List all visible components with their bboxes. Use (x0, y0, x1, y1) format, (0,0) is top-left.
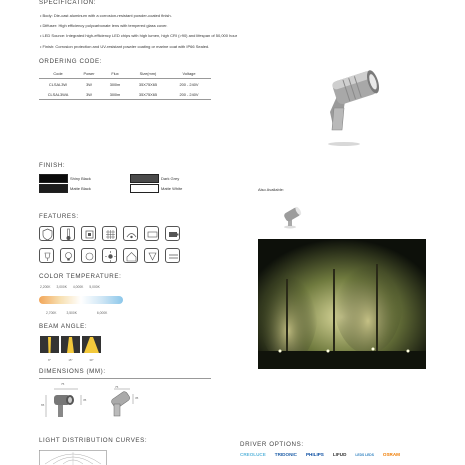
dimension-height-label: 35 (135, 396, 139, 400)
color-temperature-label: 3,000K (56, 285, 67, 289)
table-cell: 3W (86, 91, 92, 97)
spec-item: • Diffuser: High efficiency polycarbonate lens with tempered glass cover. (40, 21, 237, 31)
dimensions-heading: DIMENSIONS (MM): (39, 368, 106, 375)
finish-swatch (130, 184, 159, 193)
finish-option (39, 174, 179, 183)
table-cell: 35X75X65 (138, 81, 158, 87)
table-row (39, 89, 211, 100)
brand-logo-leds: LEDS LEDS (355, 452, 374, 457)
light-distribution-curve-diagram (39, 450, 107, 465)
sun-icon (102, 248, 117, 263)
brand-logo-creoluce: CREOLUCE (240, 452, 266, 457)
color-temperature-label: 3,500K (66, 311, 77, 315)
spec-item: • Finish: Corrosion protection and UV-resistant powder coating or marine coat with IP66 Sealed. (40, 42, 237, 52)
color-temperature-top-labels (40, 285, 100, 289)
lamp-icon (39, 248, 54, 263)
features-heading: FEATURES: (39, 213, 79, 220)
dimension-drawing-side (104, 384, 144, 420)
dimensions-divider (39, 378, 211, 379)
beam-15-icon (61, 336, 80, 353)
beam-angle-item: 8° (40, 336, 59, 362)
finish-swatch (39, 174, 68, 183)
brand-logo-osram: OSRAM (382, 452, 401, 457)
chip-icon (81, 226, 96, 241)
table-cell: 3W (86, 81, 92, 87)
column-header: Power (83, 70, 95, 76)
ordering-table (39, 68, 211, 100)
driver-brand-logos (240, 452, 400, 457)
finish-label: Matte Black (70, 186, 91, 191)
beam-30-icon (82, 336, 101, 353)
brand-logo-tridonic: TRIDONIC (274, 452, 297, 457)
dimension-depth-label: 35 (83, 398, 87, 402)
table-cell: CLSAL3W (48, 81, 68, 87)
beam-icon (123, 226, 138, 241)
specification-heading: SPECIFICATION: (39, 0, 97, 6)
finish-label: Dark Grey (161, 176, 180, 181)
color-temperature-label: 4,000K (72, 285, 84, 289)
specification-list (40, 11, 237, 52)
spec-item: • LED Source: Integrated high-efficiency LED chips with high lumen, high CRI (>90) and lifespan of 50,000 hour (40, 31, 237, 41)
table-cell: 200 - 240V (179, 91, 199, 97)
table-header-row (39, 68, 211, 79)
finish-label: Matte White (161, 186, 183, 191)
table-cell: 200 - 240V (179, 81, 199, 87)
table-cell: CLSAL3WA (47, 91, 69, 97)
color-temperature-label: 6,000K (96, 311, 108, 315)
column-header: Code (53, 70, 63, 76)
house-icon (123, 248, 138, 263)
color-temperature-label: 2,700K (46, 311, 57, 315)
also-available-label: Also Available: (258, 187, 284, 192)
finish-swatch (130, 174, 159, 183)
temperature-icon (60, 226, 75, 241)
battery-icon (165, 226, 180, 241)
voltage-icon (144, 226, 159, 241)
finish-swatch (39, 184, 68, 193)
brand-logo-lifud: LIFUD (332, 452, 347, 457)
beam-angle-heading: BEAM ANGLE: (39, 323, 88, 330)
shield-icon (39, 226, 54, 241)
certificate-icon (81, 248, 96, 263)
spec-item: • Body: Die-cast aluminum with a corrosion-resistant powder-coated finish. (40, 11, 237, 21)
features-row-1 (39, 226, 180, 241)
table-cell: 35X75X65 (138, 91, 158, 97)
table-cell: 300lm (109, 81, 121, 87)
beam-angle-item: 30° (82, 336, 101, 362)
color-temperature-heading: COLOR TEMPERATURE: (39, 273, 122, 280)
bulb-icon (60, 248, 75, 263)
spot-icon (144, 248, 159, 263)
color-temperature-bottom-labels (46, 311, 107, 315)
column-header: Voltage (182, 70, 196, 76)
color-temperature-label: 2,200K (40, 285, 51, 289)
dimension-height-label: 65 (41, 403, 45, 407)
driver-options-heading: DRIVER OPTIONS: (240, 441, 304, 448)
table-row (39, 79, 211, 90)
finish-option (39, 184, 182, 193)
dimension-drawing-front (40, 383, 90, 421)
installation-photo (258, 239, 426, 369)
finish-label: Shiny Black (70, 176, 91, 181)
finish-heading: FINISH: (39, 162, 66, 169)
brand-logo-philips: PHILIPS (305, 452, 324, 457)
dimension-width-label: 75 (61, 382, 65, 386)
product-spotlight-image (316, 64, 382, 148)
beam-angle-icons (40, 336, 101, 362)
ordering-heading: ORDERING CODE: (39, 58, 103, 65)
color-temperature-gradient-bar (39, 296, 123, 304)
dimension-width-label: 75 (115, 385, 119, 389)
beam-8-icon (40, 336, 59, 353)
cooling-icon (165, 248, 180, 263)
column-header: Size(mm) (139, 70, 157, 76)
column-header: Flux (111, 70, 119, 76)
table-cell: 300lm (109, 91, 121, 97)
color-temperature-label: 5,000K (89, 285, 100, 289)
alternate-product-image (280, 204, 302, 230)
light-distribution-heading: LIGHT DISTRIBUTION CURVES: (39, 437, 148, 444)
beam-angle-item: 15° (61, 336, 80, 362)
features-row-2 (39, 248, 180, 263)
grid-icon (102, 226, 117, 241)
